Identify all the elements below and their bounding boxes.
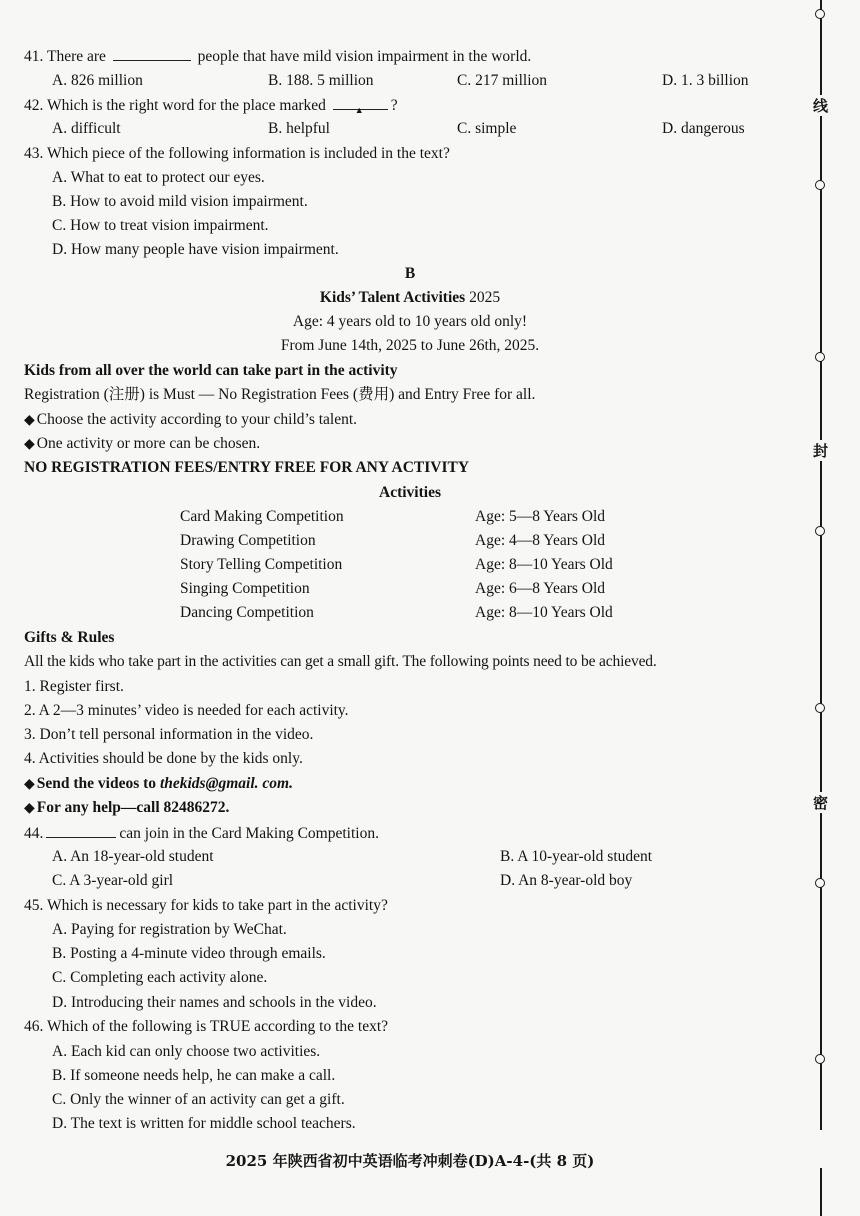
option-a: A. 826 million — [52, 72, 143, 89]
question-42 — [24, 95, 398, 116]
option-c: C. How to treat vision impairment. — [52, 217, 269, 234]
question-45 — [24, 896, 388, 916]
rule-item: 1. Register first. — [24, 678, 124, 695]
activity-name: Drawing Competition — [180, 532, 316, 549]
activity-age: Age: 5—8 Years Old — [475, 508, 606, 525]
activity-age: Age: 8—10 Years Old — [475, 556, 613, 573]
option-c: C. A 3-year-old girl — [52, 872, 174, 889]
binding-hole-icon — [815, 9, 825, 19]
option-d: D. dangerous — [662, 120, 745, 137]
question-number: 46 — [24, 1018, 40, 1035]
gifts-heading: Gifts & Rules — [24, 629, 115, 646]
activity-name: Story Telling Competition — [180, 556, 343, 573]
option-a: A. What to eat to protect our eyes. — [52, 169, 265, 186]
diamond-bullet-icon: ◆ — [24, 437, 35, 452]
binding-hole-icon — [815, 180, 825, 190]
option-d: D. An 8-year-old boy — [500, 872, 633, 889]
question-number: 43 — [24, 145, 40, 162]
question-41 — [24, 46, 531, 67]
question-stem: . Which of the following is TRUE according to the text? — [39, 1018, 389, 1035]
gifts-text: All the kids who take part in the activities can get a small gift. The following points need to be achieved. — [24, 653, 657, 670]
answer-blank — [113, 46, 191, 61]
date-line: From June 14th, 2025 to June 26th, 2025. — [280, 337, 540, 354]
binding-char: 线 — [813, 97, 829, 115]
passage-title-text: Kids’ Talent Activities — [319, 289, 466, 306]
option-c: C. Completing each activity alone. — [52, 969, 268, 986]
bullet-text: Choose the activity according to your child’s talent. — [36, 411, 358, 428]
diamond-bullet-icon: ◆ — [24, 801, 35, 816]
email-address: thekids@gmail. com. — [159, 775, 293, 792]
bullet-item — [24, 410, 357, 431]
option-a: A. difficult — [52, 120, 121, 137]
option-a: A. Each kid can only choose two activities. — [52, 1043, 321, 1060]
question-stem-tail: people that have mild vision impairment in the world. — [197, 48, 532, 65]
page-footer: 2025 年陕西省初中英语临考冲刺卷(D)A-4-(共 8 页) — [225, 1152, 595, 1170]
age-line: Age: 4 years old to 10 years old only! — [292, 313, 528, 330]
option-d: D. How many people have vision impairment. — [52, 241, 339, 258]
option-c: C. 217 million — [457, 72, 547, 89]
no-fees-heading: NO REGISTRATION FEES/ENTRY FREE FOR ANY ACTIVITY — [24, 459, 470, 476]
option-b: B. How to avoid mild vision impairment. — [52, 193, 308, 210]
binding-hole-icon — [815, 352, 825, 362]
triangle-marker-icon: ▲ — [354, 105, 364, 115]
question-stem-tail: ? — [390, 97, 398, 114]
binding-line — [820, 0, 822, 1130]
binding-hole-icon — [815, 878, 825, 888]
answer-blank — [333, 95, 388, 115]
option-d: D. The text is written for middle school teachers. — [52, 1115, 356, 1132]
answer-blank — [46, 823, 116, 838]
binding-hole-icon — [815, 703, 825, 713]
send-videos-line — [24, 774, 293, 795]
option-b: B. Posting a 4-minute video through emails. — [52, 945, 326, 962]
activity-name: Card Making Competition — [180, 508, 344, 525]
option-b: B. 188. 5 million — [268, 72, 374, 89]
help-text: For any help—call — [36, 799, 164, 816]
question-stem: . There are — [39, 48, 106, 65]
phone-number: 82486272. — [163, 799, 230, 816]
help-line — [24, 798, 229, 819]
send-text: Send the videos to — [36, 775, 160, 792]
activity-age: Age: 8—10 Years Old — [475, 604, 613, 621]
question-number: 45 — [24, 897, 40, 914]
question-stem: . Which is necessary for kids to take part in the activity? — [39, 897, 388, 914]
passage-title-year: 2025 — [465, 289, 501, 306]
bullet-item — [24, 434, 260, 455]
rule-item: 4. Activities should be done by the kids only. — [24, 750, 303, 767]
option-d: D. Introducing their names and schools in the video. — [52, 994, 377, 1011]
diamond-bullet-icon: ◆ — [24, 413, 35, 428]
diamond-bullet-icon: ◆ — [24, 777, 35, 792]
binding-line — [820, 1168, 822, 1216]
question-44: 44. can join in the Card Making Competition. — [24, 825, 379, 842]
option-a: A. An 18-year-old student — [52, 848, 214, 865]
question-number: 42 — [24, 97, 40, 114]
activity-name: Singing Competition — [180, 580, 310, 597]
option-b: B. helpful — [268, 120, 330, 137]
question-43 — [24, 144, 450, 164]
passage-title — [0, 288, 820, 308]
binding-char: 密 — [813, 794, 829, 812]
question-stem: . Which is the right word for the place marked — [39, 97, 326, 114]
world-heading: Kids from all over the world can take part in the activity — [24, 362, 398, 379]
question-number: 41 — [24, 48, 40, 65]
activities-heading: Activities — [379, 484, 441, 501]
binding-hole-icon — [815, 1054, 825, 1064]
question-stem: can join in the Card Making Competition. — [119, 825, 379, 842]
rule-item: 2. A 2—3 minutes’ video is needed for each activity. — [24, 702, 349, 719]
question-46 — [24, 1017, 388, 1037]
rule-item: 3. Don’t tell personal information in the video. — [24, 726, 314, 743]
option-b: B. A 10-year-old student — [500, 848, 653, 865]
activity-age: Age: 4—8 Years Old — [475, 532, 606, 549]
question-stem: . Which piece of the following information is included in the text? — [39, 145, 450, 162]
binding-char: 封 — [813, 442, 829, 460]
option-b: B. If someone needs help, he can make a call. — [52, 1067, 336, 1084]
registration-text: Registration (注册) is Must — No Registration Fees (费用) and Entry Free for all. — [24, 386, 536, 403]
option-a: A. Paying for registration by WeChat. — [52, 921, 287, 938]
question-number: 44 — [24, 825, 40, 842]
activity-name: Dancing Competition — [180, 604, 314, 621]
section-letter: B — [404, 265, 416, 282]
option-c: C. simple — [457, 120, 517, 137]
option-c: C. Only the winner of an activity can get a gift. — [52, 1091, 345, 1108]
option-d: D. 1. 3 billion — [662, 72, 749, 89]
activity-age: Age: 6—8 Years Old — [475, 580, 606, 597]
binding-hole-icon — [815, 526, 825, 536]
bullet-text: One activity or more can be chosen. — [36, 435, 261, 452]
